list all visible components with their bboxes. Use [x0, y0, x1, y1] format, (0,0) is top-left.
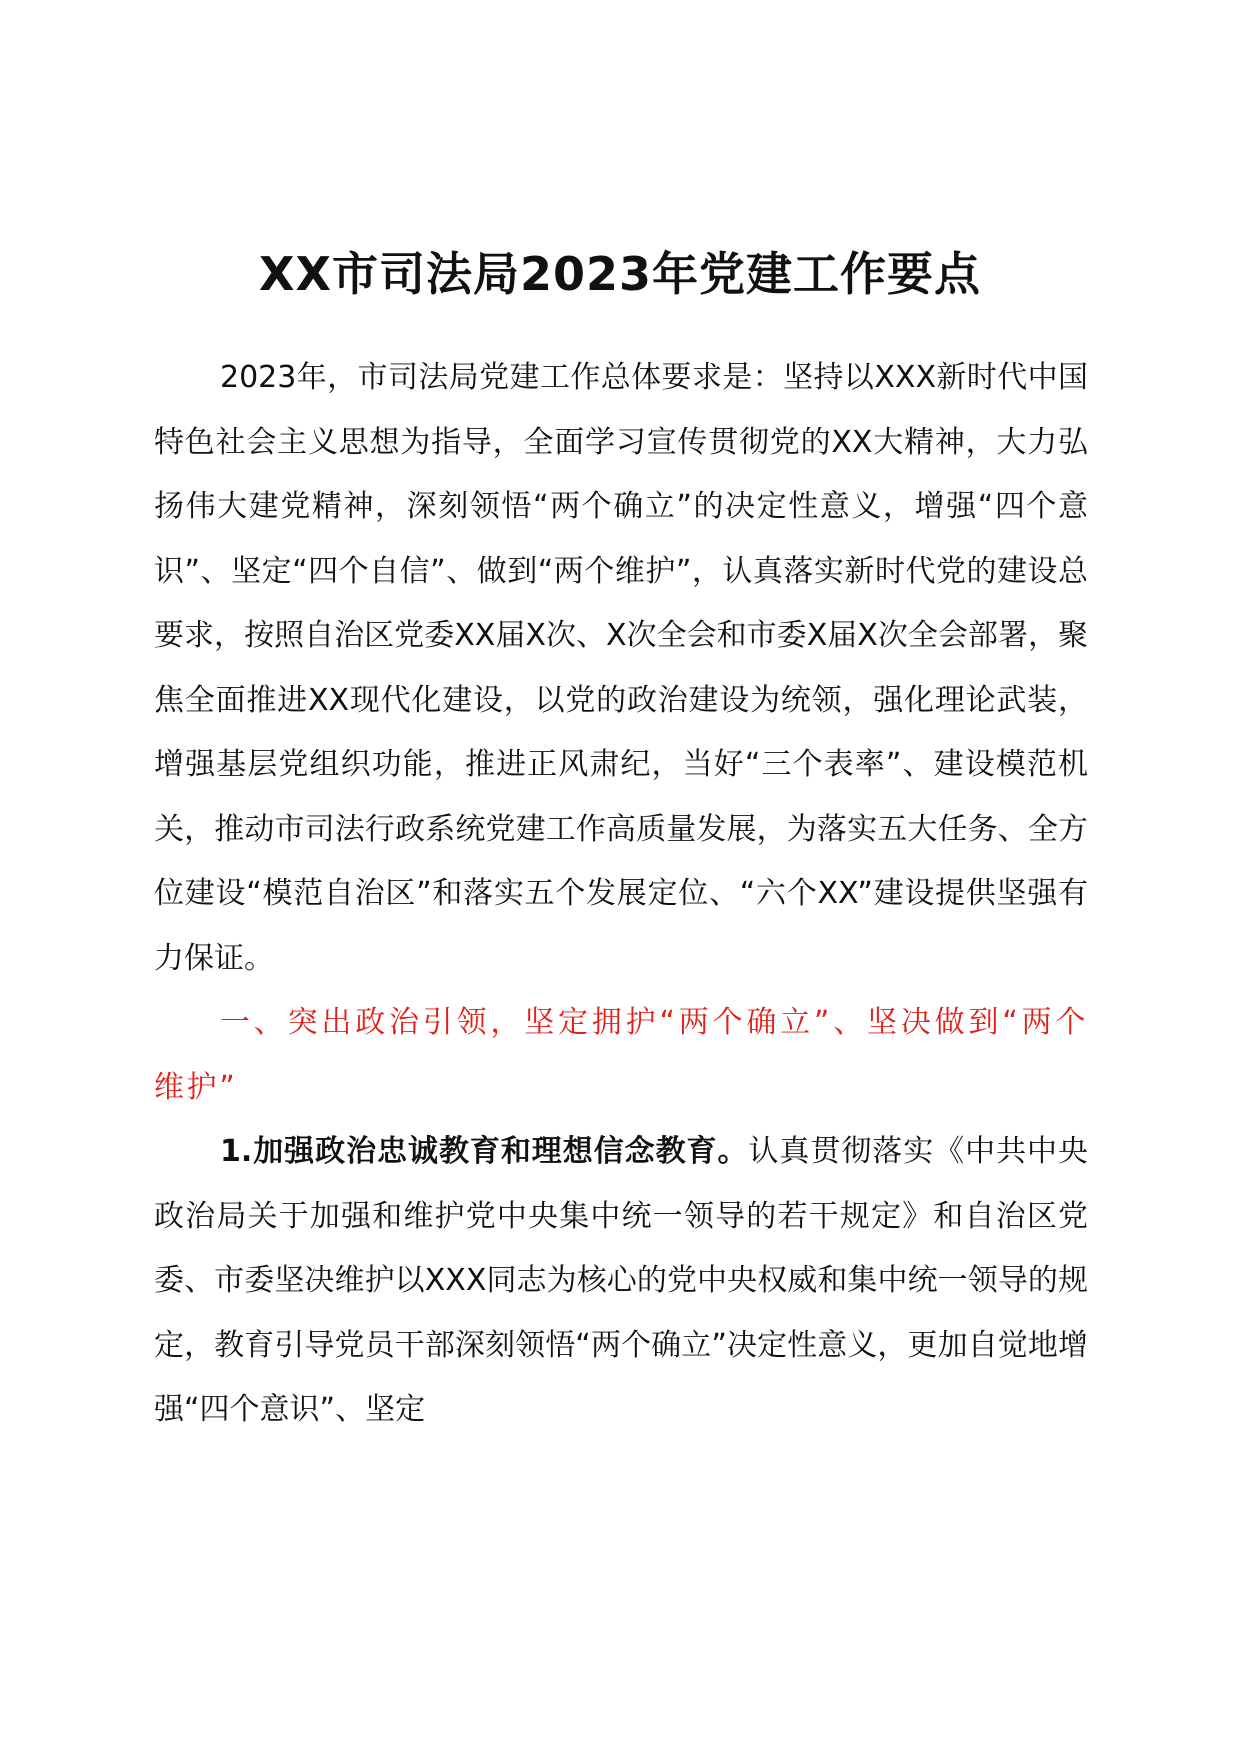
item-heading: 1.加强政治忠诚教育和理想信念教育。 [220, 1134, 749, 1169]
document-title: XX市司法局2023年党建工作要点 [259, 247, 981, 301]
item-paragraph [154, 1120, 1088, 1443]
item-body: 认真贯彻落实《中共中央政治局关于加强和维护党中央集中统一领导的若干规定》和自治区党委、市委坚决维护以XXX同志为核心的党中央权威和集中统一领导的规定，教育引导党员干部深刻领悟“两个确立”决定性意义，更加自觉地增强“四个意识”、坚定 [154, 1134, 1088, 1427]
intro-paragraph: 2023年，市司法局党建工作总体要求是：坚持以XXX新时代中国特色社会主义思想为指导，全面学习宣传贯彻党的XX大精神，大力弘扬伟大建党精神，深刻领悟“两个确立”的决定性意义，增强“四个意识”、坚定“四个自信”、做到“两个维护”，认真落实新时代党的建设总要求，按照自治区党委XX届X次、X次全会和市委X届X次全会部署，聚焦全面推进XX现代化建设，以党的政治建设为统领，强化理论武装，增强基层党组织功能，推进正风肃纪，当好“三个表率”、建设模范机关，推动市司法行政系统党建工作高质量发展，为落实五大任务、全方位建设“模范自治区”和落实五个发展定位、“六个XX”建设提供坚强有力保证。 [154, 360, 1088, 976]
document-body [154, 346, 1088, 1443]
section-heading: 一、突出政治引领，坚定拥护“两个确立”、坚决做到“两个维护” [154, 1005, 1088, 1105]
